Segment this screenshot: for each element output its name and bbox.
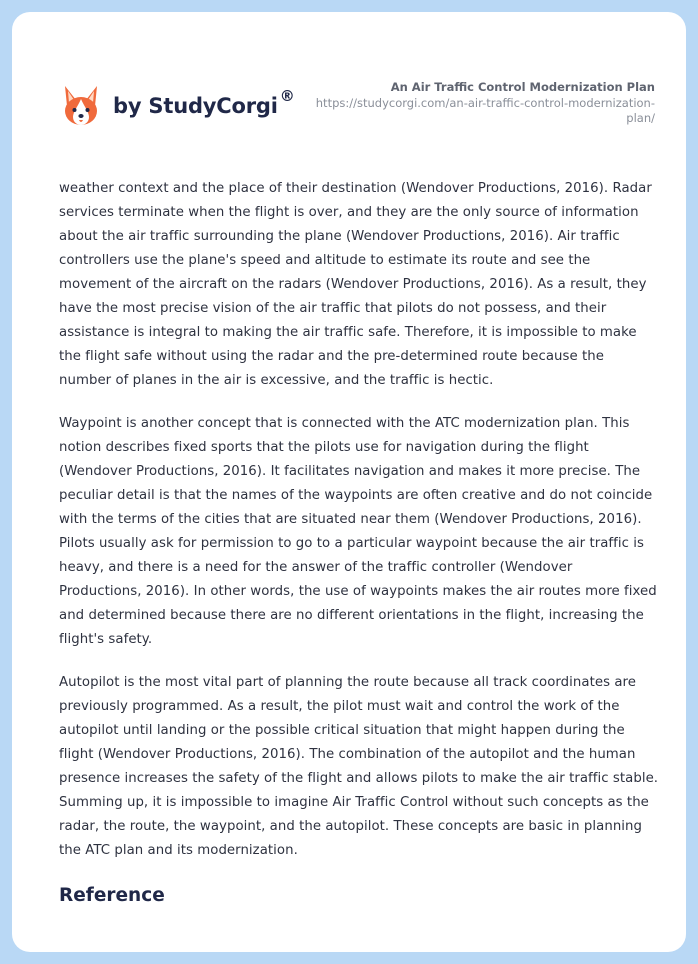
brand-name: by StudyCorgi: [113, 94, 278, 118]
reference-heading: Reference: [59, 885, 165, 906]
body-paragraph: Waypoint is another concept that is connected with the ATC modernization plan. This notion describes fixed sports that the pilots use for navigation during the flight (Wendover Productions, 2016). It facilitates navigation and makes it more precise. The peculiar detail is that the names of the waypoints are often creative and do not coincide with the terms of the cities that are situated near them (Wendover Productions, 2016). Pilots usually ask for permission to go to a particular waypoint because the air traffic is heavy, and there is a need for the answer of the traffic controller (Wendover Productions, 2016). In other words, the use of waypoints makes the air routes more fixed and determined because there are no different orientations in the flight, increasing the flight's safety.: [59, 416, 657, 647]
registered-mark: ®: [279, 87, 295, 105]
corgi-logo-icon: [61, 84, 101, 128]
document-meta: [295, 80, 655, 126]
document-url[interactable]: https://studycorgi.com/an-air-traffic-control-modernization-plan/: [315, 96, 655, 125]
document-page: [12, 12, 686, 952]
document-body: [59, 177, 659, 910]
body-paragraph: Autopilot is the most vital part of planning the route because all track coordinates are previously programmed. As a result, the pilot must wait and control the work of the autopilot until landing or the possible critical situation that might happen during the flight (Wendover Productions, 2016). The combination of the autopilot and the human presence increases the safety of the flight and allows pilots to make the air traffic stable. Summing up, it is impossible to imagine Air Traffic Control without such concepts as the radar, the route, the waypoint, and the autopilot. These concepts are basic in planning the ATC plan and its modernization.: [59, 675, 659, 858]
body-paragraph: weather context and the place of their destination (Wendover Productions, 2016). Radar services terminate when the flight is over, and they are the only source of information about the air traffic surrounding the plane (Wendover Productions, 2016). Air traffic controllers use the plane's speed and altitude to estimate its route and see the movement of the aircraft on the radars (Wendover Productions, 2016). As a result, they have the most precise vision of the air traffic that pilots do not possess, and their assistance is integral to making the air traffic safe. Therefore, it is impossible to make the flight safe without using the radar and the pre-determined route because the number of planes in the air is excessive, and the traffic is hectic.: [59, 181, 652, 388]
brand-logo-link[interactable]: [61, 76, 295, 136]
document-title: An Air Traffic Control Modernization Plan: [390, 80, 655, 94]
